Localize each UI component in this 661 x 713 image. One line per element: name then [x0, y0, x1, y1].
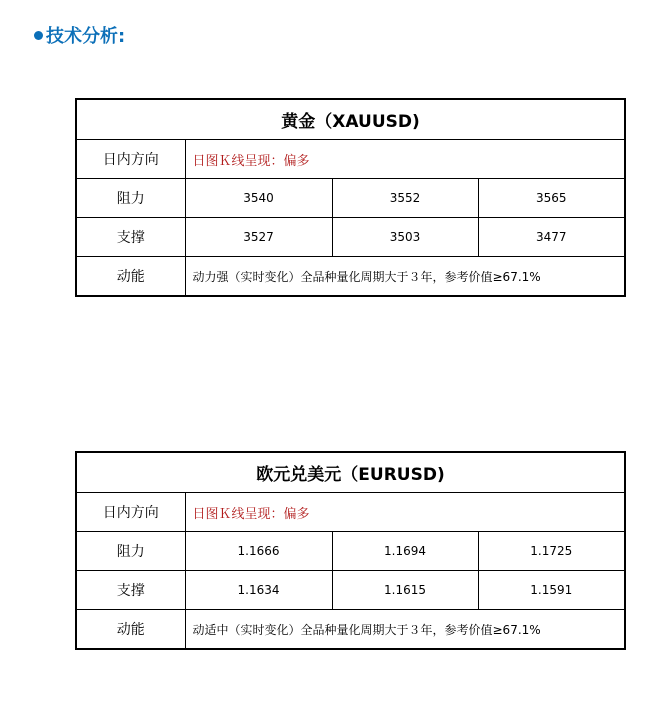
- direction-row: [76, 140, 625, 179]
- support-label: 支撑: [76, 571, 185, 610]
- momentum-row: [76, 610, 625, 650]
- momentum-row: [76, 257, 625, 297]
- direction-label: 日内方向: [76, 493, 185, 532]
- support-level-2: 3503: [332, 218, 478, 257]
- momentum-value: 动力强（实时变化）全品种量化周期大于３年，参考价值≥67.1%: [185, 257, 625, 297]
- table-title-row: [76, 99, 625, 140]
- section-heading: [34, 22, 125, 48]
- resistance-level-3: 3565: [478, 179, 625, 218]
- support-label: 支撑: [76, 218, 185, 257]
- resistance-level-1: 3540: [185, 179, 332, 218]
- resistance-level-2: 3552: [332, 179, 478, 218]
- direction-value: 日图Ｋ线呈现：偏多: [185, 140, 625, 179]
- section-heading-title: 技术分析:: [46, 26, 126, 47]
- direction-value: 日图Ｋ线呈现：偏多: [185, 493, 625, 532]
- table-title-row: [76, 452, 625, 493]
- resistance-row: [76, 179, 625, 218]
- support-level-3: 3477: [478, 218, 625, 257]
- momentum-label: 动能: [76, 257, 185, 297]
- support-level-1: 3527: [185, 218, 332, 257]
- resistance-row: [76, 532, 625, 571]
- momentum-value: 动适中（实时变化）全品种量化周期大于３年，参考价值≥67.1%: [185, 610, 625, 650]
- resistance-label: 阻力: [76, 532, 185, 571]
- support-level-3: 1.1591: [478, 571, 625, 610]
- resistance-level-2: 1.1694: [332, 532, 478, 571]
- gold-table-title: 黄金（XAUUSD): [76, 99, 625, 140]
- resistance-level-3: 1.1725: [478, 532, 625, 571]
- bullet-icon: [34, 31, 43, 40]
- momentum-label: 动能: [76, 610, 185, 650]
- gold-analysis-table: [75, 98, 626, 297]
- direction-label: 日内方向: [76, 140, 185, 179]
- support-row: [76, 571, 625, 610]
- eurusd-table-title: 欧元兑美元（EURUSD): [76, 452, 625, 493]
- direction-row: [76, 493, 625, 532]
- eurusd-analysis-table: [75, 451, 626, 650]
- support-level-1: 1.1634: [185, 571, 332, 610]
- resistance-level-1: 1.1666: [185, 532, 332, 571]
- resistance-label: 阻力: [76, 179, 185, 218]
- support-level-2: 1.1615: [332, 571, 478, 610]
- support-row: [76, 218, 625, 257]
